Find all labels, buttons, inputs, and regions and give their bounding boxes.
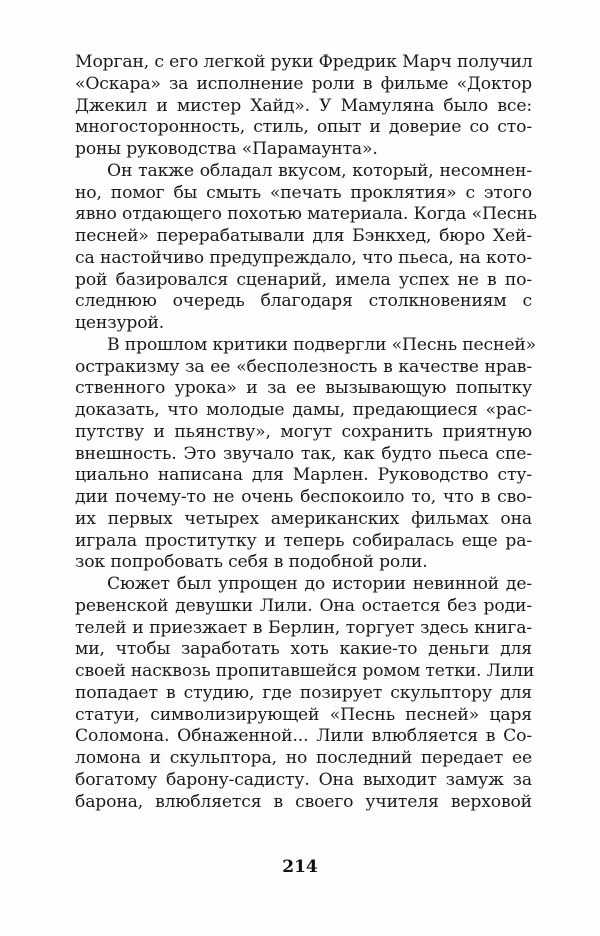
paragraph-3 [75, 334, 537, 574]
text-line: Он также обладал вкусом, который, несомнен- [107, 160, 532, 181]
text-line: играла проститутку и теперь собиралась еще ра- [75, 530, 532, 551]
text-line: В прошлом критики подвергли «Песнь песней» [107, 334, 537, 355]
text-line: Джекил и мистер Хайд». У Мамуляна было все: [75, 95, 532, 116]
page-number: 214 [282, 857, 318, 877]
paragraph-2 [75, 160, 537, 335]
text-line: ми, чтобы заработать хоть какие-то деньги для [75, 639, 532, 660]
text-line: их первых четырех американских фильмах она [75, 508, 532, 529]
text-line: дии почему-то не очень беспокоило то, что в сво- [75, 487, 532, 507]
text-line: Сюжет был упрощен до истории невинной де- [107, 574, 532, 594]
text-line: явно отдающего похотью материала. Когда «Песнь [75, 204, 537, 225]
text-line: рой базировался сценарий, имела успех не в по- [75, 269, 532, 290]
text-line: статуи, символизирующей «Песнь песней» царя [75, 704, 532, 725]
text-line: песней» перерабатывали для Бэнкхед, бюро Хей- [75, 226, 532, 246]
text-line: зок попробовать себя в подобной роли. [75, 552, 428, 573]
text-line: остракизму за ее «бесполезность в качестве нрав- [75, 356, 532, 377]
text-line: попадает в студию, где позирует скульптору для [75, 682, 532, 703]
text-line: циально написана для Марлен. Руководство сту- [75, 465, 532, 486]
text-line: доказать, что молодые дамы, предающиеся «рас- [75, 400, 532, 420]
text-line: Морган, с его легкой руки Фредрик Марч получил [75, 52, 533, 72]
text-line: Соломона. Обнаженной... Лили влюбляется в Со- [75, 726, 532, 747]
text-line: богатому барону-садисту. Она выходит замуж за [75, 769, 532, 790]
text-line: своей насквозь пропитавшейся ромом тетки. Лили [75, 661, 535, 681]
text-line: ственного урока» и за ее вызывающую попытку [75, 378, 532, 399]
text-line: са настойчиво предупреждало, что пьеса, на кото- [75, 247, 532, 268]
text-line: цензурой. [75, 313, 165, 333]
text-line: следнюю очередь благодаря столкновениям с [75, 291, 532, 312]
text-line: ломона и скульптора, но последний передает ее [75, 748, 532, 768]
text-line: путству и пьянству», могут сохранить приятную [75, 421, 532, 442]
text-line: телей и приезжает в Берлин, торгует здесь книга- [75, 617, 532, 638]
text-line: «Оскара» за исполнение роли в фильме «Доктор [75, 73, 532, 94]
text-line: но, помог бы смыть «печать проклятия» с этого [75, 182, 532, 203]
paragraph-1 [75, 52, 532, 161]
text-line: ревенской девушки Лили. Она остается без роди- [75, 595, 532, 616]
body-text [75, 52, 537, 813]
text-line: внешность. Это звучало так, как будто пьеса спе- [75, 443, 532, 464]
text-line: роны руководства «Парамаунта». [75, 139, 378, 159]
text-line: барона, влюбляется в своего учителя верховой [75, 791, 532, 812]
text-line: многосторонность, стиль, опыт и доверие со сто- [75, 117, 532, 138]
paragraph-4 [75, 574, 535, 813]
